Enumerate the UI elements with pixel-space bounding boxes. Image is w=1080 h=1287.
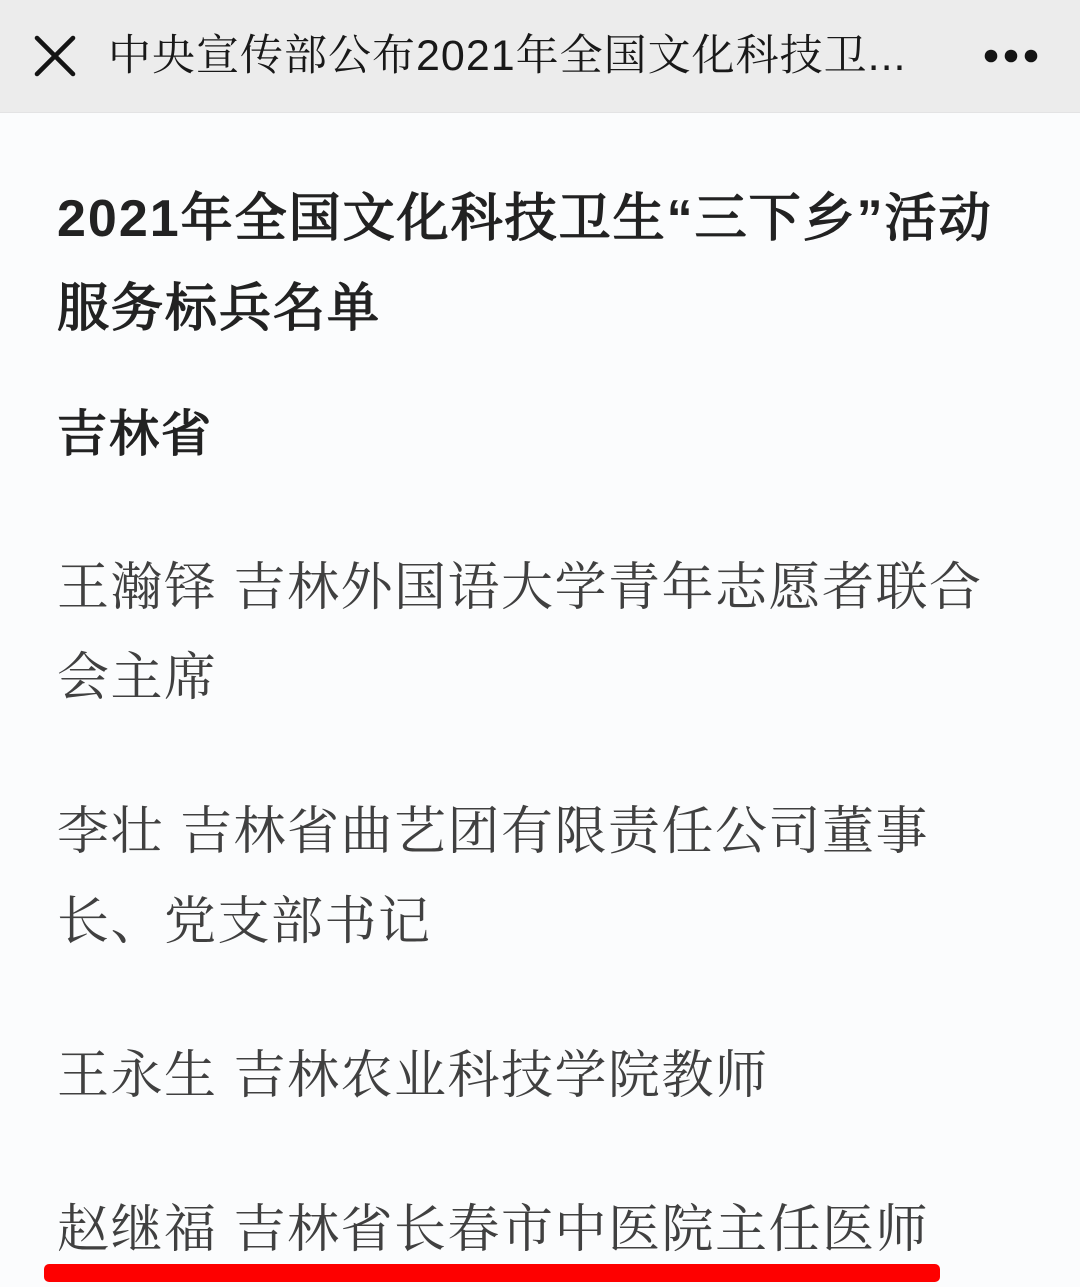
close-button[interactable]: [32, 33, 78, 79]
article-title: 2021年全国文化科技卫生“三下乡”活动服务标兵名单: [57, 190, 993, 338]
entry-text: 赵继福 吉林省长春市中医院主任医师: [57, 1201, 929, 1259]
close-x-icon: [32, 33, 78, 79]
entry-wang-yongsheng: 王永生 吉林农业科技学院教师: [57, 1047, 769, 1105]
titlebar-title: 中央宣传部公布2021年全国文化科技卫...: [108, 31, 907, 80]
more-menu-button[interactable]: [984, 49, 1038, 63]
highlight-underline: [44, 1264, 940, 1282]
entry-zhao-jifu: [57, 1185, 1030, 1275]
ellipsis-menu-icon: [984, 49, 1038, 63]
article-content: [0, 113, 1080, 1275]
section-heading-jilin: 吉林省: [57, 406, 213, 462]
entry-li-zhuang: 李壮 吉林省曲艺团有限责任公司董事长、党支部书记: [57, 803, 929, 951]
titlebar: [0, 0, 1080, 113]
entry-wang-handuo: 王瀚铎 吉林外国语大学青年志愿者联合会主席: [57, 559, 983, 707]
